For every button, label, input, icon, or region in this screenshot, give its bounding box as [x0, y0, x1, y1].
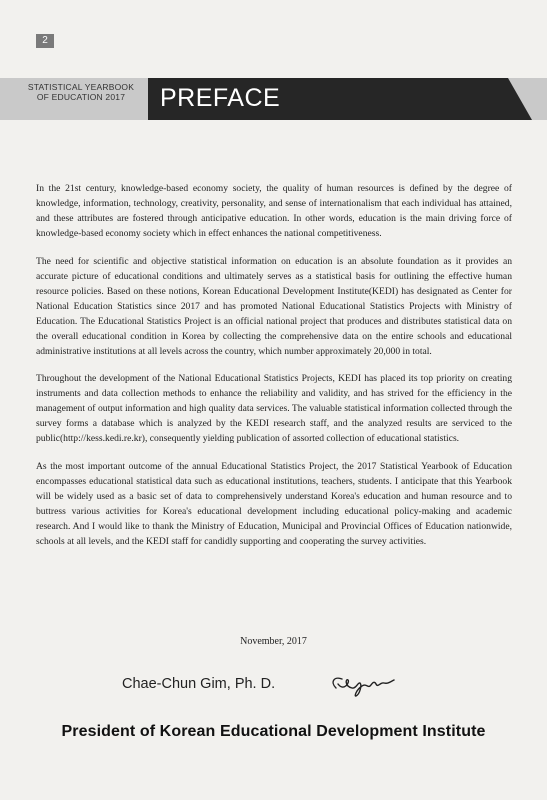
- series-title: [22, 82, 140, 102]
- paragraph-2: The need for scientific and objective statistical information on education is an absolute foundation as it provides an accurate picture of educational conditions and ultimately serves as a statistical basis for outlining the effective human resource policies. Based on these notions, Korean Educational Development Institute(KEDI) has designated as Center for National Education Statistics since 2017 and has promoted National Educational Statistics Projects with Ministry of Education. The Educational Statistics Project is an official national project that produces and distributes statistical data on the overall educational condition in Korea by collecting the comprehensive data on the entire schools and educational administrative institutions at all levels across the country, which number approximately 20,000 in total.: [36, 255, 512, 357]
- signer-title: President of Korean Educational Development Institute: [61, 723, 486, 740]
- series-title-line2: OF EDUCATION 2017: [36, 92, 126, 102]
- paragraph-3: Throughout the development of the National Educational Statistics Projects, KEDI has placed its top priority on creating instruments and data collection methods to enhance the reliability and validity, and has strived for the efficiency in the management of output information and high quality data services. The valuable statistical information collected through the survey forms a database which is analyzed by the KEDI research staff, and the analyzed results are serviced to the public(http://kess.kedi.re.kr), consequently yielding publication of assorted collection of educational statistics.: [36, 373, 512, 444]
- paragraph-4: As the most important outcome of the annual Educational Statistics Project, the 2017 Statistical Yearbook of Education encompasses educational statistical data such as educational institutions, teachers, students. I anticipate that this Yearbook will be widely used as a basic set of data to comprehensively understand Korea's education and human resource and to buttress various activities for Korea's educational development including educational policy-making and academic research. And I would like to thank the Ministry of Education, Municipal and Provincial Offices of Education nationwide, schools at all levels, and the KEDI staff for candidly supporting and cooperating the survey activities.: [36, 460, 512, 547]
- signer-name: Chae-Chun Gim, Ph. D.: [122, 676, 276, 692]
- page-number: 2: [36, 34, 54, 48]
- signature-image: [326, 670, 398, 700]
- date: November, 2017: [240, 636, 307, 647]
- series-title-line1: STATISTICAL YEARBOOK: [27, 82, 135, 92]
- page-title: PREFACE: [160, 84, 281, 112]
- preface-body: [36, 181, 512, 561]
- paragraph-1: In the 21st century, knowledge-based economy society, the quality of human resources is defined by the degree of knowledge, information, technology, creativity, personality, and sense of internationalism that each individual has attained, and these attributes are fostered through anticipative education. In other words, education is the main driving force of knowledge-based economy society which in effect enhances the national competitiveness.: [36, 183, 512, 239]
